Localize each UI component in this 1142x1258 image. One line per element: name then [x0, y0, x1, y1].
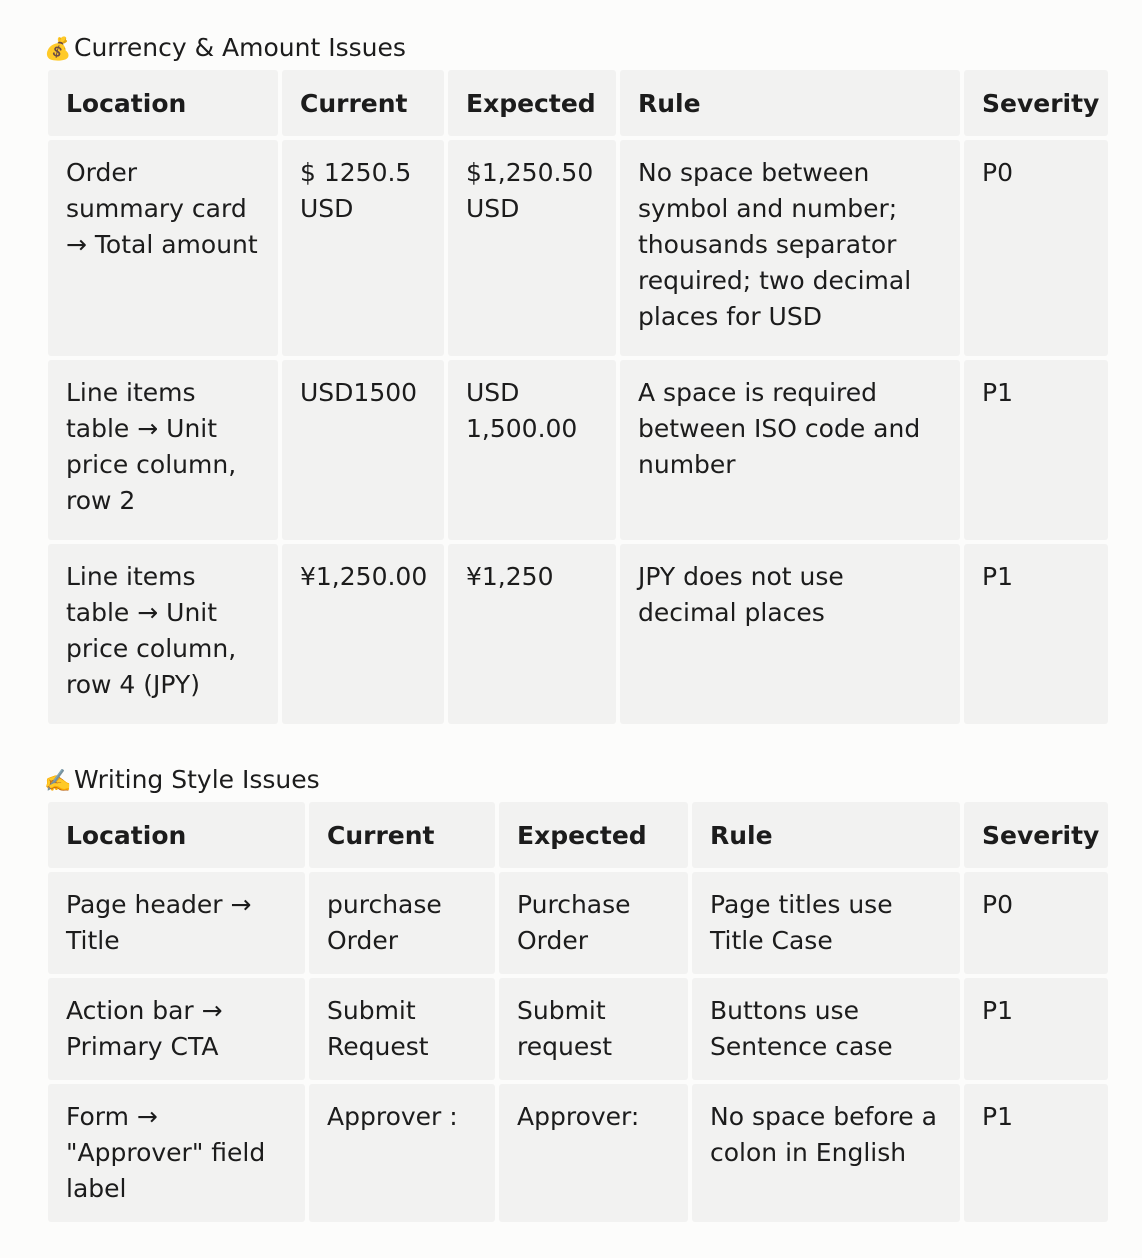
- column-header-severity: Severity: [964, 70, 1108, 136]
- cell-current: Submit Request: [309, 978, 495, 1080]
- cell-rule: No space before a colon in English: [692, 1084, 960, 1222]
- table-header-row: [48, 802, 1108, 868]
- column-header-location: Location: [48, 802, 305, 868]
- cell-severity: P1: [964, 1084, 1108, 1222]
- column-header-severity: Severity: [964, 802, 1108, 868]
- table-row: [48, 140, 1108, 356]
- cell-current: purchase Order: [309, 872, 495, 974]
- cell-severity: P0: [964, 140, 1108, 356]
- cell-location: Form → "Approver" field label: [48, 1084, 305, 1222]
- table-row: [48, 360, 1108, 540]
- cell-location: Action bar → Primary CTA: [48, 978, 305, 1080]
- writing-section-heading: [44, 765, 320, 797]
- cell-current: USD1500: [282, 360, 444, 540]
- cell-rule: A space is required between ISO code and number: [620, 360, 960, 540]
- cell-expected: Purchase Order: [499, 872, 688, 974]
- currency-issues-table: [44, 66, 1112, 728]
- column-header-expected: Expected: [499, 802, 688, 868]
- cell-location: Line items table → Unit price column, row 4 (JPY): [48, 544, 278, 724]
- column-header-current: Current: [282, 70, 444, 136]
- writing-hand-icon: ✍️: [44, 769, 72, 794]
- table-row: [48, 978, 1108, 1080]
- column-header-rule: Rule: [620, 70, 960, 136]
- column-header-expected: Expected: [448, 70, 616, 136]
- cell-location: Page header → Title: [48, 872, 305, 974]
- cell-expected: $1,250.50 USD: [448, 140, 616, 356]
- cell-rule: No space between symbol and number; thousands separator required; two decimal places for USD: [620, 140, 960, 356]
- cell-location: Order summary card → Total amount: [48, 140, 278, 356]
- money-bag-icon: 💰: [44, 37, 72, 62]
- table-row: [48, 544, 1108, 724]
- cell-expected: Submit request: [499, 978, 688, 1080]
- cell-severity: P0: [964, 872, 1108, 974]
- cell-expected: Approver:: [499, 1084, 688, 1222]
- cell-severity: P1: [964, 544, 1108, 724]
- column-header-rule: Rule: [692, 802, 960, 868]
- cell-rule: Page titles use Title Case: [692, 872, 960, 974]
- cell-current: ¥1,250.00: [282, 544, 444, 724]
- cell-expected: ¥1,250: [448, 544, 616, 724]
- table-row: [48, 872, 1108, 974]
- cell-current: $ 1250.5 USD: [282, 140, 444, 356]
- currency-section-heading: [44, 33, 406, 65]
- column-header-location: Location: [48, 70, 278, 136]
- table-row: [48, 1084, 1108, 1222]
- cell-rule: JPY does not use decimal places: [620, 544, 960, 724]
- cell-current: Approver :: [309, 1084, 495, 1222]
- cell-rule: Buttons use Sentence case: [692, 978, 960, 1080]
- cell-location: Line items table → Unit price column, row 2: [48, 360, 278, 540]
- cell-expected: USD 1,500.00: [448, 360, 616, 540]
- table-header-row: [48, 70, 1108, 136]
- currency-section-title: Currency & Amount Issues: [74, 33, 406, 62]
- cell-severity: P1: [964, 978, 1108, 1080]
- column-header-current: Current: [309, 802, 495, 868]
- cell-severity: P1: [964, 360, 1108, 540]
- writing-section-title: Writing Style Issues: [74, 765, 320, 794]
- writing-style-issues-table: [44, 798, 1112, 1226]
